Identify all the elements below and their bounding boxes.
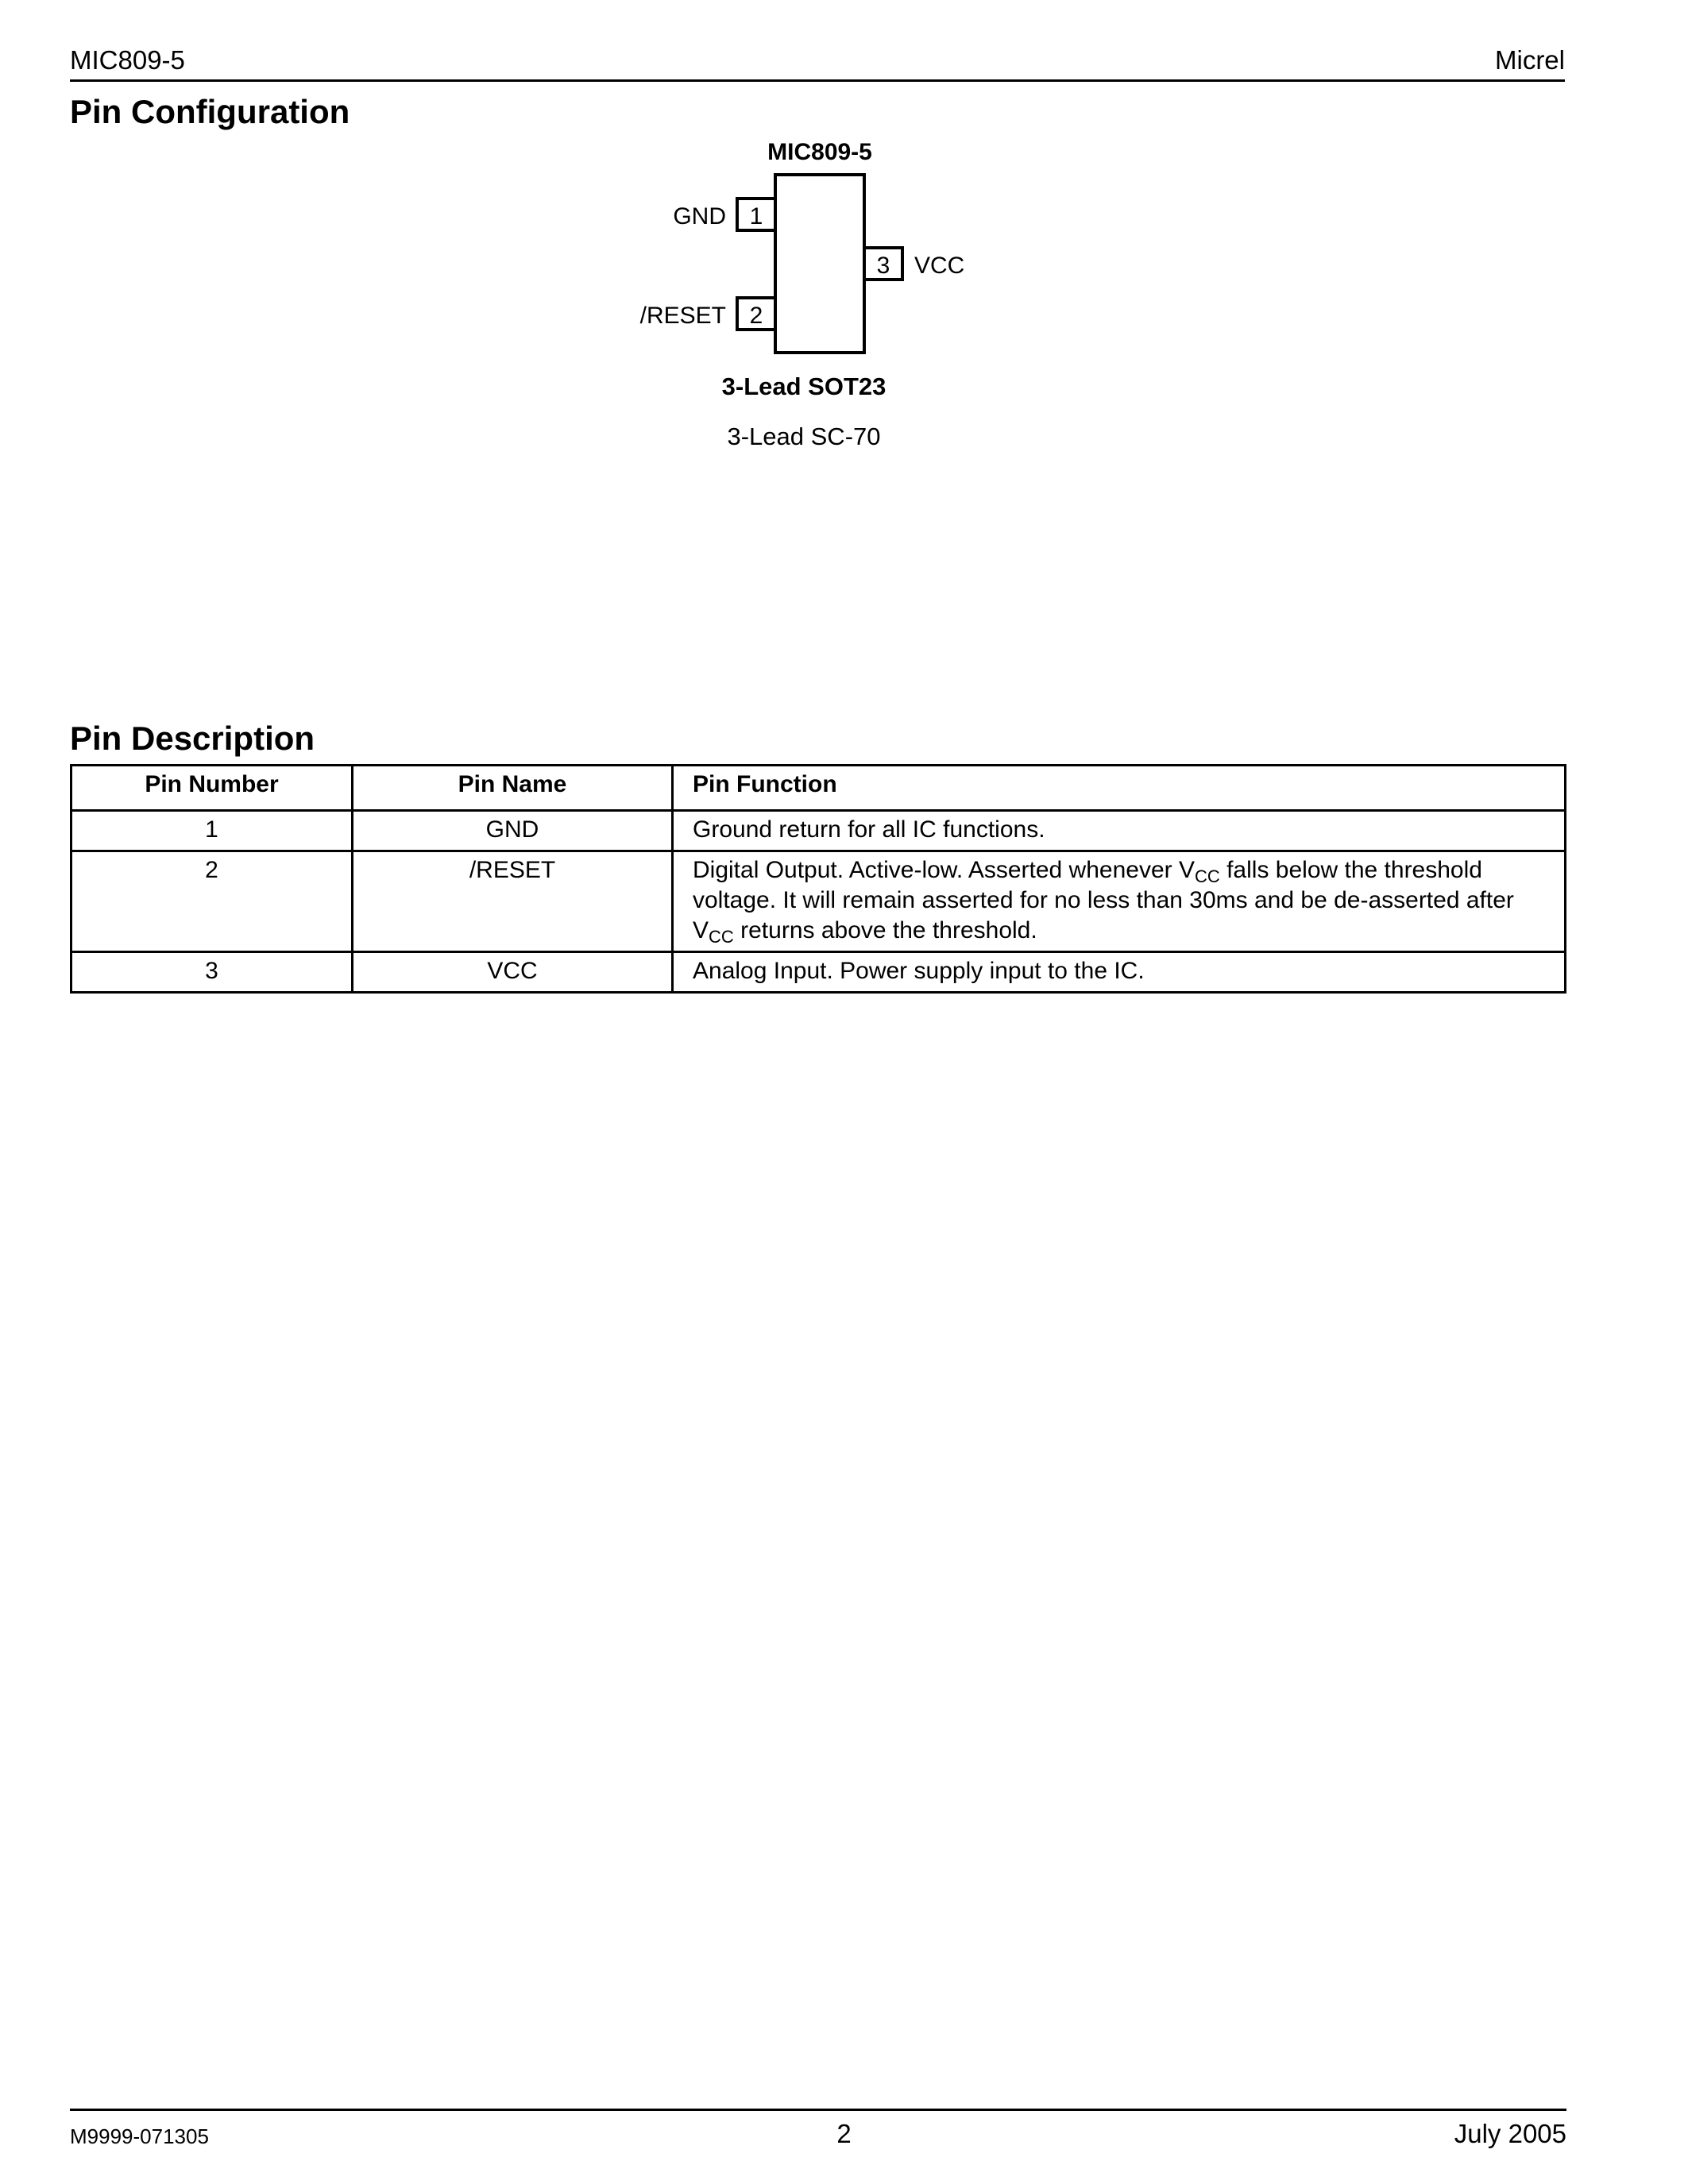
column-header-pin-number: Pin Number bbox=[71, 766, 353, 811]
header-rule bbox=[70, 79, 1565, 82]
table-row bbox=[71, 952, 1566, 993]
pin-1-number: 1 bbox=[749, 203, 763, 230]
pin-2-name: /RESET bbox=[639, 303, 726, 329]
package-primary-label: 3-Lead SOT23 bbox=[721, 372, 886, 400]
table-row bbox=[71, 811, 1566, 851]
pin-2-number: 2 bbox=[749, 303, 763, 329]
package-secondary-label: 3-Lead SC-70 bbox=[727, 423, 881, 450]
pin-3-name: VCC bbox=[914, 253, 965, 279]
pin-function-cell: Analog Input. Power supply input to the IC. bbox=[673, 952, 1566, 993]
pin-name-cell: GND bbox=[353, 811, 673, 851]
footer-date: July 2005 bbox=[1454, 2119, 1566, 2148]
column-header-pin-name: Pin Name bbox=[353, 766, 673, 811]
header-company: Micrel bbox=[1495, 45, 1565, 75]
footer-doc-number: M9999-071305 bbox=[70, 2124, 209, 2148]
ic-body bbox=[775, 175, 864, 353]
header-doc-id: MIC809-5 bbox=[70, 45, 185, 75]
footer-rule bbox=[70, 2109, 1566, 2111]
pin-diagram-svg bbox=[620, 135, 1001, 469]
pin-name-cell: /RESET bbox=[353, 851, 673, 952]
diagram-part-label: MIC809-5 bbox=[767, 139, 872, 165]
pin-number-cell: 1 bbox=[71, 811, 353, 851]
pin-description-table bbox=[70, 764, 1566, 994]
column-header-pin-function: Pin Function bbox=[673, 766, 1566, 811]
pin-number-cell: 3 bbox=[71, 952, 353, 993]
pin-name-cell: VCC bbox=[353, 952, 673, 993]
function-text: falls below the threshold voltage. It will remain asserted for no less than 30ms and be de-asserted after V bbox=[693, 857, 1514, 943]
footer-page-number: 2 bbox=[836, 2119, 852, 2148]
table-row bbox=[71, 851, 1566, 952]
vcc-subscript: CC bbox=[709, 927, 734, 947]
vcc-subscript: CC bbox=[1194, 866, 1220, 886]
pin-3-number: 3 bbox=[876, 253, 890, 279]
pin-function-cell: Ground return for all IC functions. bbox=[673, 811, 1566, 851]
function-text: Digital Output. Active-low. Asserted whenever V bbox=[693, 857, 1195, 883]
function-text: returns above the threshold. bbox=[733, 917, 1037, 943]
pin-description-title: Pin Description bbox=[70, 720, 315, 757]
pin-1-name: GND bbox=[673, 203, 726, 230]
pin-number-cell: 2 bbox=[71, 851, 353, 952]
pin-configuration-title: Pin Configuration bbox=[70, 93, 350, 130]
pin-function-cell bbox=[673, 851, 1566, 952]
pin-diagram bbox=[620, 135, 1001, 469]
table-header-row bbox=[71, 766, 1566, 811]
